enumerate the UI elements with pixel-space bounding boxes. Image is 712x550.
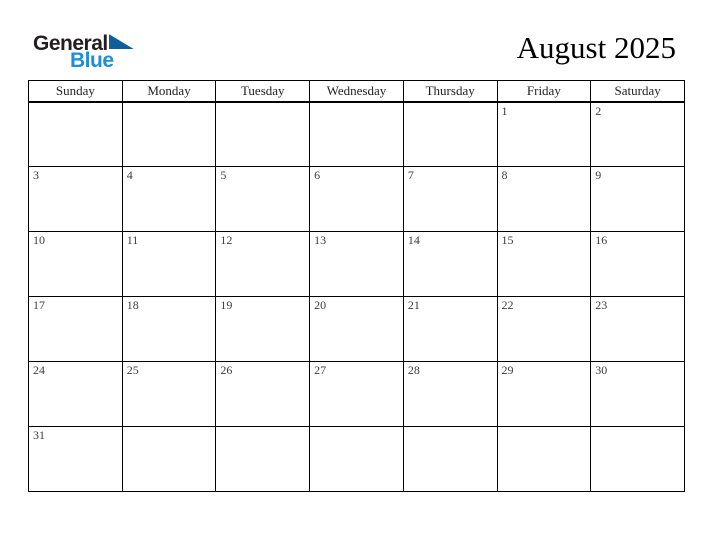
day-cell <box>403 102 497 167</box>
day-number: 2 <box>595 103 602 118</box>
day-header-tuesday: Tuesday <box>216 81 310 102</box>
day-cell <box>497 362 591 427</box>
day-cell <box>216 427 310 492</box>
day-number: 13 <box>314 233 327 247</box>
day-cell <box>216 102 310 167</box>
day-number: 8 <box>501 168 508 182</box>
day-cell <box>403 297 497 362</box>
calendar-week-row <box>29 362 685 427</box>
day-header-thursday: Thursday <box>403 81 497 102</box>
day-number: 7 <box>407 168 414 182</box>
day-cell <box>29 232 123 297</box>
day-number: 23 <box>595 298 608 312</box>
calendar-week-row <box>29 232 685 297</box>
day-number: 12 <box>220 233 233 247</box>
logo-text-blue: Blue <box>70 49 114 72</box>
day-cell <box>591 362 685 427</box>
day-number: 5 <box>220 168 227 182</box>
calendar-week-row <box>29 297 685 362</box>
day-cell <box>122 167 216 232</box>
day-cell <box>216 362 310 427</box>
day-header-sunday: Sunday <box>29 81 123 102</box>
day-number: 14 <box>407 233 420 247</box>
day-cell <box>591 427 685 492</box>
day-cell <box>216 167 310 232</box>
monthly-calendar-grid <box>28 80 685 492</box>
day-cell <box>310 102 404 167</box>
day-number: 29 <box>501 363 514 377</box>
general-blue-logo <box>33 33 134 71</box>
calendar-week-row <box>29 167 685 232</box>
day-cell <box>216 232 310 297</box>
day-cell <box>591 167 685 232</box>
day-number: 11 <box>126 233 139 247</box>
day-cell <box>403 167 497 232</box>
day-number: 26 <box>220 363 233 377</box>
day-cell <box>310 427 404 492</box>
logo-triangle-icon <box>109 34 134 49</box>
day-number: 27 <box>314 363 327 377</box>
day-cell <box>497 297 591 362</box>
day-number: 10 <box>33 233 45 247</box>
day-number: 19 <box>220 298 233 312</box>
day-header-saturday: Saturday <box>591 81 685 102</box>
day-cell <box>310 362 404 427</box>
day-number: 24 <box>33 363 45 377</box>
day-cell <box>310 297 404 362</box>
day-cell <box>403 362 497 427</box>
day-cell <box>29 362 123 427</box>
day-cell <box>497 232 591 297</box>
day-header-wednesday: Wednesday <box>310 81 404 102</box>
day-cell <box>122 297 216 362</box>
day-number: 16 <box>595 233 608 247</box>
day-number: 15 <box>501 233 514 247</box>
day-cell <box>122 102 216 167</box>
day-cell <box>497 427 591 492</box>
day-number: 4 <box>126 168 133 182</box>
day-header-friday: Friday <box>497 81 591 102</box>
day-number: 3 <box>33 168 39 182</box>
day-number: 28 <box>407 363 420 377</box>
day-number: 22 <box>501 298 514 312</box>
day-cell <box>497 167 591 232</box>
day-cell <box>591 102 685 167</box>
day-cell <box>591 232 685 297</box>
day-cell <box>122 362 216 427</box>
logo-text-general: General <box>33 32 108 55</box>
day-cell <box>497 102 591 167</box>
day-cell <box>29 427 123 492</box>
day-cell <box>29 167 123 232</box>
day-cell <box>29 297 123 362</box>
day-number: 25 <box>126 363 139 377</box>
day-number: 9 <box>595 168 602 182</box>
day-cell <box>310 167 404 232</box>
day-cell <box>122 427 216 492</box>
page-title: August 2025 <box>516 30 676 65</box>
calendar-header-row <box>29 81 685 102</box>
day-number: 1 <box>501 103 508 118</box>
day-cell <box>403 232 497 297</box>
day-number: 18 <box>126 298 139 312</box>
day-cell <box>122 232 216 297</box>
day-number: 21 <box>407 298 420 312</box>
day-cell <box>310 232 404 297</box>
day-number: 20 <box>314 298 327 312</box>
day-number: 31 <box>33 428 45 442</box>
day-number: 17 <box>33 298 45 312</box>
day-cell <box>29 102 123 167</box>
day-number: 6 <box>314 168 321 182</box>
day-number: 30 <box>595 363 608 377</box>
day-cell <box>216 297 310 362</box>
day-cell <box>591 297 685 362</box>
day-header-monday: Monday <box>122 81 216 102</box>
calendar-week-row <box>29 102 685 167</box>
day-cell <box>403 427 497 492</box>
calendar-week-row <box>29 427 685 492</box>
